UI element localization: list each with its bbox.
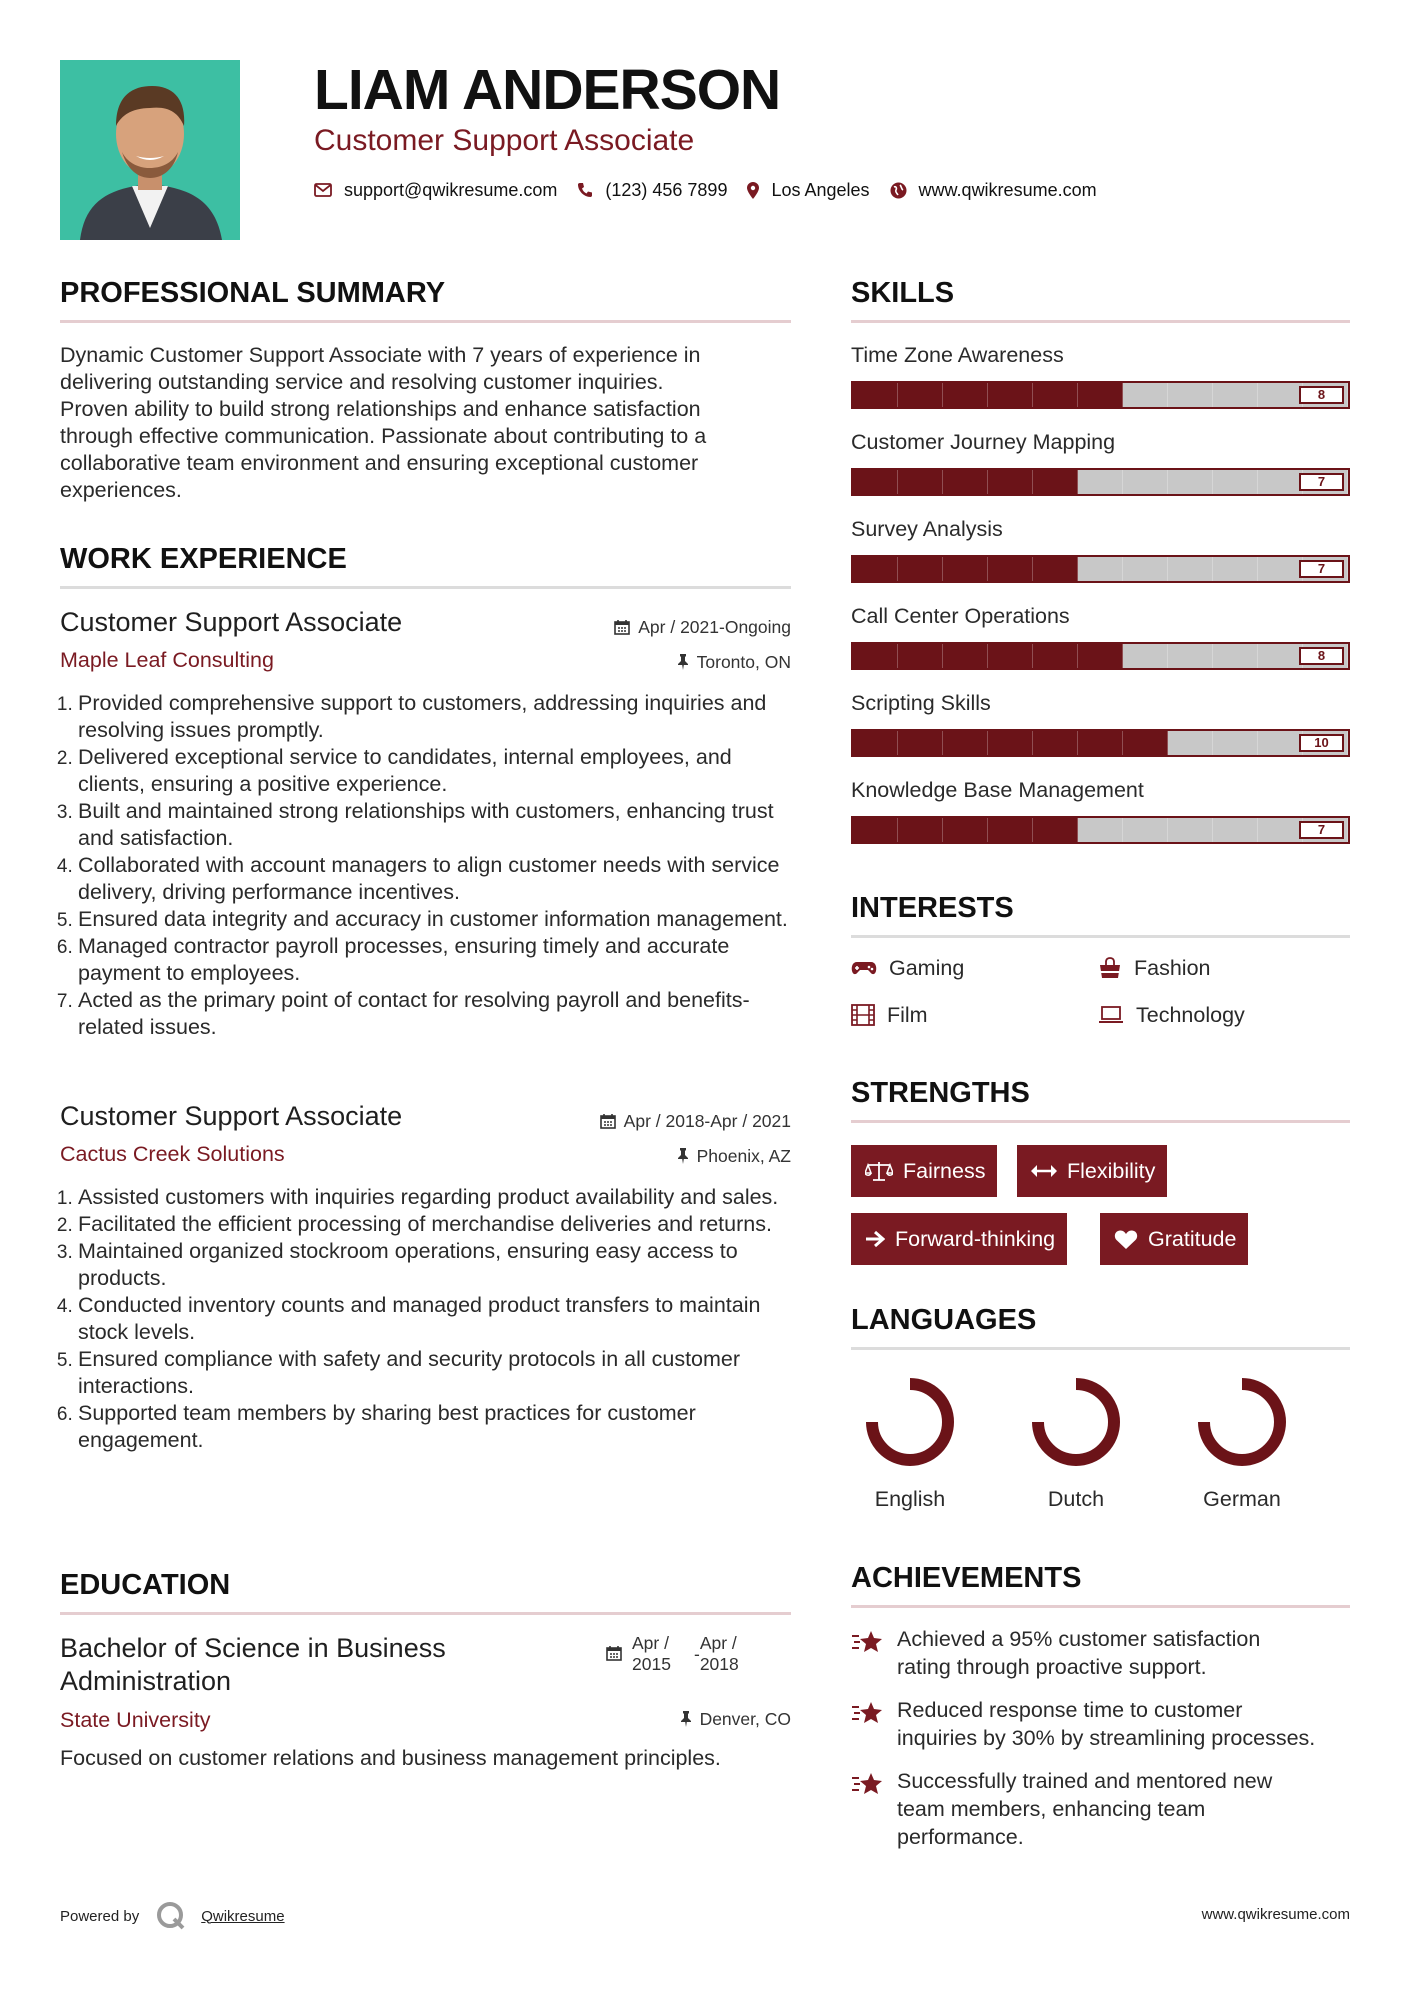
skill-bar-segment — [898, 557, 943, 581]
skill-bar-segment — [853, 557, 898, 581]
skill-bar-segment — [1078, 731, 1123, 755]
skill-bar-segment — [1123, 470, 1168, 494]
education-end — [700, 1633, 760, 1675]
job-dates-text: Apr / 2021-Ongoing — [638, 617, 791, 637]
summary-line: experiences. — [60, 478, 182, 502]
achievement-line: Reduced response time to customer — [897, 1698, 1243, 1722]
phone-text: (123) 456 7899 — [605, 179, 728, 200]
skill-bar-segment — [1213, 818, 1258, 842]
achievement-line: rating through proactive support. — [897, 1655, 1207, 1679]
balance-scale-icon — [865, 1160, 893, 1182]
arrows-horizontal-icon — [1031, 1164, 1057, 1178]
heart-icon — [1114, 1229, 1138, 1250]
skill-score: 10 — [1299, 734, 1344, 752]
interest-film — [851, 1002, 928, 1028]
strength-label: Flexibility — [1067, 1158, 1156, 1183]
skill-bar-segment — [943, 731, 988, 755]
summary-line: delivering outstanding service and resolving customer inquiries. — [60, 370, 664, 394]
powered-by-text: Powered by — [60, 1907, 140, 1925]
candidate-role: Customer Support Associate — [314, 124, 695, 157]
language-label: Dutch — [1047, 1487, 1105, 1511]
achievement-line: performance. — [897, 1825, 1024, 1849]
skill-bar-segment — [1258, 383, 1303, 407]
education-divider — [60, 1612, 791, 1615]
pushpin-icon — [680, 1711, 692, 1727]
bullet-item: 1. Provided comprehensive support to customers, addressing inquiries and resolving issues promptly. — [78, 690, 800, 744]
contact-location — [747, 180, 869, 201]
languages-heading: LANGUAGES — [851, 1304, 1037, 1336]
summary-text — [60, 342, 800, 504]
company-name: Cactus Creek Solutions — [60, 1142, 285, 1166]
skill-bar-segment — [1258, 644, 1303, 668]
contact-phone[interactable] — [577, 180, 727, 201]
skill-bar-segment — [943, 470, 988, 494]
bullet-item: 1. Assisted customers with inquiries regarding product availability and sales. — [78, 1184, 800, 1211]
date-dash: - — [694, 1644, 700, 1664]
job-location-text: Toronto, ON — [696, 652, 791, 672]
skill-bar-segment — [898, 818, 943, 842]
skill-bar-segment — [988, 731, 1033, 755]
skill-bar-segment — [1258, 557, 1303, 581]
school-name: State University — [60, 1708, 211, 1732]
language-english — [855, 1372, 965, 1512]
skill-score: 7 — [1299, 560, 1344, 578]
job-bullets — [60, 1184, 800, 1454]
education-location-text: Denver, CO — [699, 1709, 791, 1729]
strengths-divider — [851, 1120, 1350, 1123]
skill-bar-segment — [1078, 383, 1123, 407]
language-level-arc — [1204, 1384, 1280, 1460]
education-start — [632, 1633, 692, 1675]
star-badge-icon — [851, 1629, 885, 1655]
language-level-arc — [872, 1384, 948, 1460]
arrow-right-icon — [865, 1230, 885, 1248]
envelope-icon — [314, 183, 332, 197]
strengths-heading: STRENGTHS — [851, 1077, 1030, 1109]
skill-bar-segment — [1123, 383, 1168, 407]
bullet-item: 5. Ensured compliance with safety and security protocols in all customer interactions. — [78, 1346, 800, 1400]
skill-bar-segment — [1033, 644, 1078, 668]
interest-label: Film — [887, 1003, 928, 1027]
summary-heading: PROFESSIONAL SUMMARY — [60, 277, 446, 309]
skills-divider — [851, 320, 1350, 323]
skill-name: Survey Analysis — [851, 517, 1003, 541]
summary-line: collaborative team environment and ensuring exceptional customer — [60, 451, 699, 475]
skill-bar-segment — [1213, 731, 1258, 755]
footer-powered-by — [60, 1900, 285, 1932]
experience-heading: WORK EXPERIENCE — [60, 543, 347, 575]
film-icon — [851, 1004, 875, 1026]
skill-bar-segment — [898, 383, 943, 407]
skill-bar-segment — [1168, 644, 1213, 668]
skill-bar-segment — [1123, 731, 1168, 755]
star-badge-icon — [851, 1771, 885, 1797]
achievement-text — [897, 1696, 1315, 1752]
skill-bar-segment — [898, 644, 943, 668]
strength-label: Forward-thinking — [895, 1226, 1056, 1251]
phone-icon — [577, 182, 593, 198]
skill-level-bar — [851, 468, 1350, 496]
skill-bar-segment — [898, 731, 943, 755]
skill-bar-segment — [898, 470, 943, 494]
calendar-icon — [600, 1113, 616, 1129]
language-dutch — [1021, 1372, 1131, 1512]
skill-bar-segment — [1168, 383, 1213, 407]
qwikresume-logo-icon — [155, 1900, 187, 1932]
achievement-text — [897, 1625, 1260, 1681]
education-heading: EDUCATION — [60, 1569, 231, 1601]
interests-divider — [851, 935, 1350, 938]
end-year: 2018 — [699, 1654, 739, 1674]
skill-bar-segment — [1123, 818, 1168, 842]
experience-divider — [60, 586, 791, 589]
location-text: Los Angeles — [771, 179, 870, 200]
language-label: English — [874, 1487, 946, 1511]
achievement-item — [851, 1696, 1351, 1752]
achievement-text — [897, 1767, 1272, 1851]
bullet-item: 3. Built and maintained strong relationships with customers, enhancing trust and satisfaction. — [78, 798, 800, 852]
skill-bar-segment — [1078, 470, 1123, 494]
job-dates-text: Apr / 2018-Apr / 2021 — [623, 1111, 791, 1131]
interest-gaming — [851, 955, 964, 981]
skill-bar-segment — [943, 644, 988, 668]
job-location-text: Phoenix, AZ — [696, 1146, 791, 1166]
education-dates — [606, 1633, 760, 1675]
bullet-item: 2. Facilitated the efficient processing of merchandise deliveries and returns. — [78, 1211, 800, 1238]
skill-bar-segment — [988, 644, 1033, 668]
skill-level-bar — [851, 555, 1350, 583]
language-german — [1187, 1372, 1297, 1512]
skill-level-bar — [851, 642, 1350, 670]
skills-heading: SKILLS — [851, 277, 955, 309]
skill-score: 7 — [1299, 821, 1344, 839]
summary-divider — [60, 320, 791, 323]
skill-bar-segment — [853, 644, 898, 668]
achievements-heading: ACHIEVEMENTS — [851, 1562, 1082, 1594]
skill-bar-segment — [1258, 731, 1303, 755]
language-level-ring — [1026, 1372, 1126, 1472]
candidate-name: LIAM ANDERSON — [314, 58, 781, 122]
skill-bar-segment — [1258, 470, 1303, 494]
interest-label: Fashion — [1134, 956, 1211, 980]
summary-line: Proven ability to build strong relationships and enhance satisfaction — [60, 397, 701, 421]
skill-level-bar — [851, 816, 1350, 844]
skill-level-bar — [851, 729, 1350, 757]
skill-bar-segment — [943, 818, 988, 842]
skill-name: Call Center Operations — [851, 604, 1070, 628]
skill-name: Customer Journey Mapping — [851, 430, 1116, 454]
qwikresume-link[interactable]: Qwikresume — [201, 1907, 285, 1925]
achievement-item — [851, 1767, 1351, 1851]
skill-bar-segment — [1078, 818, 1123, 842]
degree-line: Bachelor of Science in Business — [60, 1633, 446, 1663]
calendar-icon — [614, 619, 630, 635]
strength-fairness — [851, 1145, 997, 1197]
achievement-line: team members, enhancing team — [897, 1797, 1206, 1821]
bullet-item: 4. Conducted inventory counts and managed product transfers to maintain stock levels. — [78, 1292, 800, 1346]
calendar-icon — [606, 1645, 622, 1661]
skill-bar-segment — [1033, 557, 1078, 581]
skill-bar-segment — [988, 818, 1033, 842]
summary-line: Dynamic Customer Support Associate with 7 years of experience in — [60, 343, 701, 367]
bullet-item: 6. Managed contractor payroll processes, ensuring timely and accurate payment to employees. — [78, 933, 800, 987]
laptop-icon — [1098, 1005, 1124, 1025]
skill-bar-segment — [1078, 557, 1123, 581]
shopping-bag-icon — [1098, 957, 1122, 979]
bullet-item: 3. Maintained organized stockroom operations, ensuring easy access to products. — [78, 1238, 800, 1292]
skill-bar-segment — [1078, 644, 1123, 668]
degree-title — [60, 1632, 540, 1698]
skill-bar-segment — [1033, 470, 1078, 494]
job-dates — [500, 1110, 791, 1132]
skill-bar-segment — [853, 818, 898, 842]
skill-bar-segment — [943, 383, 988, 407]
degree-line: Administration — [60, 1666, 232, 1696]
education-location — [500, 1708, 791, 1730]
star-badge-icon — [851, 1700, 885, 1726]
skill-bar-segment — [943, 557, 988, 581]
gamepad-icon — [851, 960, 877, 976]
skill-name: Time Zone Awareness — [851, 343, 1064, 367]
email-text: support@qwikresume.com — [344, 179, 558, 200]
skill-score: 8 — [1299, 647, 1344, 665]
website-text: www.qwikresume.com — [918, 179, 1097, 200]
profile-photo — [60, 60, 240, 240]
bullet-item: 7. Acted as the primary point of contact for resolving payroll and benefits-related issues. — [78, 987, 800, 1041]
skill-score: 7 — [1299, 473, 1344, 491]
skill-bar-segment — [988, 383, 1033, 407]
skill-bar-segment — [853, 731, 898, 755]
bullet-item: 5. Ensured data integrity and accuracy in customer information management. — [78, 906, 800, 933]
skill-bar-segment — [1168, 557, 1213, 581]
contact-bar — [314, 178, 1117, 202]
achievement-line: Achieved a 95% customer satisfaction — [897, 1627, 1261, 1651]
skill-bar-segment — [1033, 818, 1078, 842]
strength-flexibility — [1017, 1145, 1167, 1197]
achievement-line: inquiries by 30% by streamlining processes. — [897, 1726, 1316, 1750]
end-month: Apr / — [699, 1633, 737, 1653]
interest-label: Gaming — [889, 956, 965, 980]
skill-bar-segment — [1168, 818, 1213, 842]
summary-line: through effective communication. Passionate about contributing to a — [60, 424, 707, 448]
interest-fashion — [1098, 955, 1211, 981]
skill-bar-segment — [1033, 731, 1078, 755]
interest-label: Technology — [1136, 1003, 1245, 1027]
strength-label: Fairness — [903, 1158, 986, 1183]
bullet-item: 4. Collaborated with account managers to align customer needs with service delivery, driving performance incentives. — [78, 852, 800, 906]
languages-divider — [851, 1347, 1350, 1350]
contact-email[interactable] — [314, 180, 557, 201]
education-description: Focused on customer relations and business management principles. — [60, 1746, 721, 1770]
skill-name: Knowledge Base Management — [851, 778, 1144, 802]
skill-bar-segment — [1213, 644, 1258, 668]
job-bullets — [60, 690, 800, 1041]
globe-icon — [890, 182, 907, 199]
skill-name: Scripting Skills — [851, 691, 991, 715]
achievement-line: Successfully trained and mentored new — [897, 1769, 1273, 1793]
skill-bar-segment — [1033, 383, 1078, 407]
language-label: German — [1203, 1487, 1281, 1511]
language-level-ring — [860, 1372, 960, 1472]
bullet-item: 2. Delivered exceptional service to candidates, internal employees, and clients, ensuring a positive experience. — [78, 744, 800, 798]
pushpin-icon — [677, 654, 689, 670]
interests-heading: INTERESTS — [851, 892, 1014, 924]
contact-website[interactable] — [890, 180, 1097, 201]
skill-bar-segment — [1213, 470, 1258, 494]
start-year: 2015 — [632, 1654, 671, 1674]
skill-bar-segment — [988, 557, 1033, 581]
achievements-divider — [851, 1605, 1350, 1608]
job-location — [500, 1145, 791, 1167]
footer-url[interactable]: www.qwikresume.com — [1201, 1906, 1350, 1923]
language-level-arc — [1038, 1384, 1114, 1460]
job-title: Customer Support Associate — [60, 1101, 403, 1131]
strength-label: Gratitude — [1148, 1226, 1237, 1251]
skill-bar-segment — [853, 470, 898, 494]
job-location — [500, 651, 791, 673]
job-dates — [500, 616, 791, 638]
skill-bar-segment — [1258, 818, 1303, 842]
strength-gratitude — [1100, 1213, 1248, 1265]
skill-score: 8 — [1299, 386, 1344, 404]
skill-bar-segment — [1123, 557, 1168, 581]
company-name: Maple Leaf Consulting — [60, 648, 274, 672]
strength-forward-thinking — [851, 1213, 1067, 1265]
pushpin-icon — [677, 1148, 689, 1164]
bullet-item: 6. Supported team members by sharing best practices for customer engagement. — [78, 1400, 800, 1454]
start-month: Apr / — [632, 1633, 669, 1653]
language-level-ring — [1192, 1372, 1292, 1472]
job-title: Customer Support Associate — [60, 607, 403, 637]
skill-bar-segment — [1213, 383, 1258, 407]
skill-level-bar — [851, 381, 1350, 409]
skill-bar-segment — [988, 470, 1033, 494]
achievement-item — [851, 1625, 1351, 1681]
skill-bar-segment — [1123, 644, 1168, 668]
map-pin-icon — [747, 182, 759, 199]
interest-technology — [1098, 1002, 1245, 1028]
skill-bar-segment — [1168, 470, 1213, 494]
skill-bar-segment — [1213, 557, 1258, 581]
skill-bar-segment — [853, 383, 898, 407]
skill-bar-segment — [1168, 731, 1213, 755]
